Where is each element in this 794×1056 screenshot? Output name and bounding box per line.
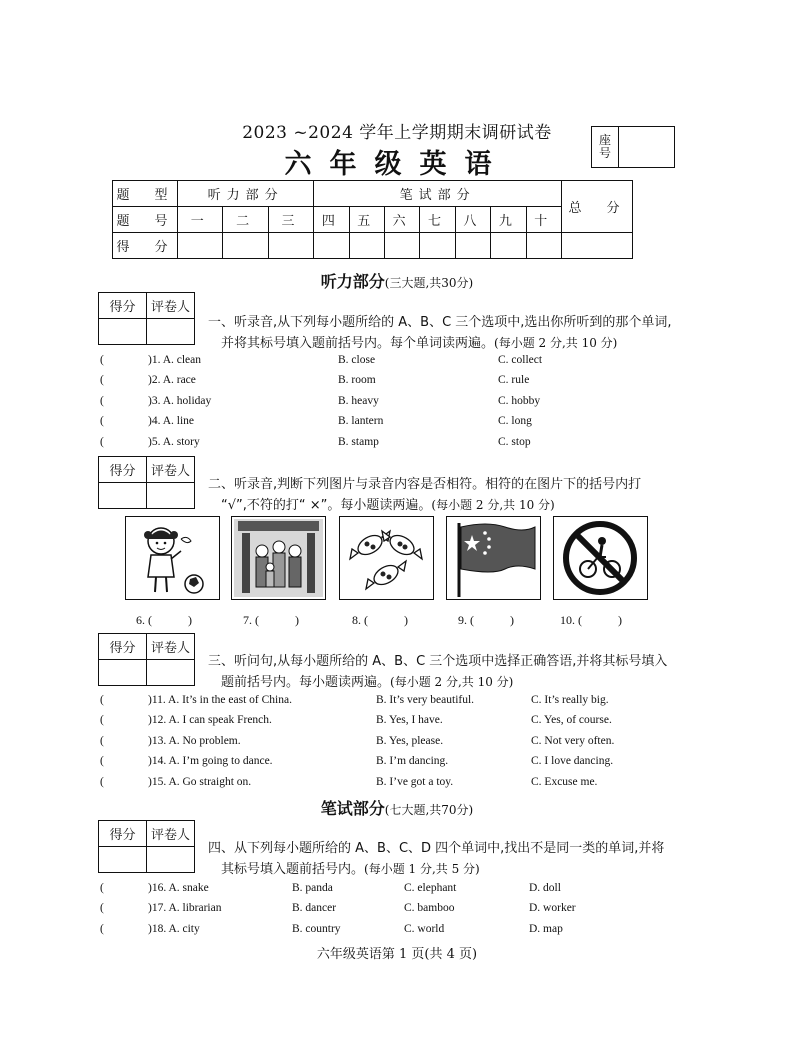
question-row: ( )17. A. librarian B. dancer C. bamboo D. worker [100,902,576,914]
grader-reviewer-cell[interactable] [147,660,195,686]
seat-label: 座 号 [592,127,619,167]
question-number: 二 [223,207,268,233]
answer-bracket[interactable]: ( [100,714,104,726]
grader-reviewer-label: 评卷人 [147,457,195,483]
question-row: ( )16. A. snake B. panda C. elephant D. doll [100,882,561,894]
score-cell[interactable] [178,233,223,259]
grader-score-label: 得分 [99,634,147,660]
chinese-flag-picture [446,516,541,600]
score-cell[interactable] [526,233,561,259]
grader-score-label: 得分 [99,293,147,319]
section2-instructions: 二、听录音,判断下列图片与录音内容是否相符。相符的在图片下的括号内打 “√”,不符的打“ ×”。每小题读两遍。(每小题 2 分,共 10 分) [208,477,642,513]
answer-bracket[interactable]: ( [100,923,104,935]
subject-title: 六年级英语 [284,149,510,180]
question-row: ( )4. A. line B. lantern C. long [100,415,532,427]
question-row: ( )18. A. city B. country C. world D. map [100,923,563,935]
answer-bracket[interactable]: ( [100,882,104,894]
question-number: 八 [455,207,490,233]
grader-score-cell[interactable] [99,847,147,873]
exam-title: 2023 ~2024 学年上学期期末调研试卷 [242,123,552,143]
picture-answer-label[interactable]: 8. ( ) [352,613,408,627]
answer-bracket[interactable]: ( [100,374,104,386]
score-cell[interactable] [420,233,455,259]
answer-bracket[interactable]: ( [100,354,104,366]
grader-score-cell[interactable] [99,483,147,509]
section1-instructions: 一、听录音,从下列每小题所给的 A、B、C 三个选项中,选出你所听到的那个单词, 并将其标号填入题前括号内。每个单词读两遍。(每小题 2 分,共 10 分) [208,315,672,351]
total-score-cell[interactable] [562,233,633,259]
picture-answer-label[interactable]: 7. ( ) [243,613,299,627]
answer-bracket[interactable]: ( [100,395,104,407]
question-row: ( )11. A. It’s in the east of China. B. It’s very beautiful. C. It’s really big. [100,694,609,706]
score-table [112,180,633,259]
question-number: 九 [491,207,526,233]
answer-bracket[interactable]: ( [100,776,104,788]
question-number: 四 [314,207,349,233]
question-number: 六 [384,207,419,233]
score-cell[interactable] [491,233,526,259]
seat-number-field[interactable] [619,127,674,167]
score-cell[interactable] [384,233,419,259]
page-footer: 六年级英语第 1 页(共 4 页) [316,947,478,962]
row-label-type: 题 型 [113,181,178,207]
answer-bracket[interactable]: ( [100,694,104,706]
grader-score-cell[interactable] [99,660,147,686]
picture-answer-label[interactable]: 10. ( ) [560,613,622,627]
grader-score-cell[interactable] [99,319,147,345]
grader-reviewer-label: 评卷人 [147,293,195,319]
grader-box [98,456,195,509]
question-row: ( )3. A. holiday B. heavy C. hobby [100,395,541,407]
question-number: 七 [420,207,455,233]
question-row: ( )2. A. race B. room C. rule [100,374,530,386]
question-row: ( )5. A. story B. stamp C. stop [100,436,531,448]
grader-reviewer-cell[interactable] [147,847,195,873]
grader-score-label: 得分 [99,821,147,847]
grader-box [98,292,195,345]
row-label-number: 题 号 [113,207,178,233]
section3-instructions: 三、听问句,从每小题所给的 A、B、C 三个选项中选择正确答语,并将其标号填入 题前括号内。每小题读两遍。(每小题 2 分,共 10 分) [208,654,668,690]
question-number: 十 [526,207,561,233]
answer-bracket[interactable]: ( [100,735,104,747]
listening-part-header: 听力部分 [178,181,314,207]
answer-bracket[interactable]: ( [100,415,104,427]
grader-reviewer-cell[interactable] [147,483,195,509]
total-score-header: 总 分 [562,181,633,233]
question-row: ( )1. A. clean B. close C. collect [100,354,543,366]
candies-picture [339,516,434,600]
score-cell[interactable] [314,233,349,259]
score-cell[interactable] [223,233,268,259]
question-row: ( )12. A. I can speak French. B. Yes, I have. C. Yes, of course. [100,714,612,726]
score-cell[interactable] [455,233,490,259]
score-cell[interactable] [349,233,384,259]
answer-bracket[interactable]: ( [100,755,104,767]
grader-reviewer-cell[interactable] [147,319,195,345]
no-cycling-sign-picture [553,516,648,600]
seat-number-box [591,126,675,168]
question-row: ( )15. A. Go straight on. B. I’ve got a toy. C. Excuse me. [100,776,598,788]
family-gathering-picture [231,516,326,600]
row-label-score: 得 分 [113,233,178,259]
grader-score-label: 得分 [99,457,147,483]
grader-box [98,633,195,686]
picture-answer-label[interactable]: 9. ( ) [458,613,514,627]
grader-reviewer-label: 评卷人 [147,634,195,660]
picture-answer-label[interactable]: 6. ( ) [136,613,192,627]
listening-section-header: 听力部分(三大题,共30分) [320,272,474,291]
answer-bracket[interactable]: ( [100,902,104,914]
score-cell[interactable] [268,233,313,259]
question-number: 三 [268,207,313,233]
answer-bracket[interactable]: ( [100,436,104,448]
grader-box [98,820,195,873]
section4-instructions: 四、从下列每小题所给的 A、B、C、D 四个单词中,找出不是同一类的单词,并将 其标号填入题前括号内。(每小题 1 分,共 5 分) [208,841,665,877]
question-row: ( )13. A. No problem. B. Yes, please. C. Not very often. [100,735,615,747]
written-section-header: 笔试部分(七大题,共70分) [320,799,474,818]
question-row: ( )14. A. I’m going to dance. B. I’m dancing. C. I love dancing. [100,755,614,767]
girl-with-ball-picture [125,516,220,600]
written-part-header: 笔试部分 [314,181,562,207]
question-number: 五 [349,207,384,233]
grader-reviewer-label: 评卷人 [147,821,195,847]
question-number: 一 [178,207,223,233]
